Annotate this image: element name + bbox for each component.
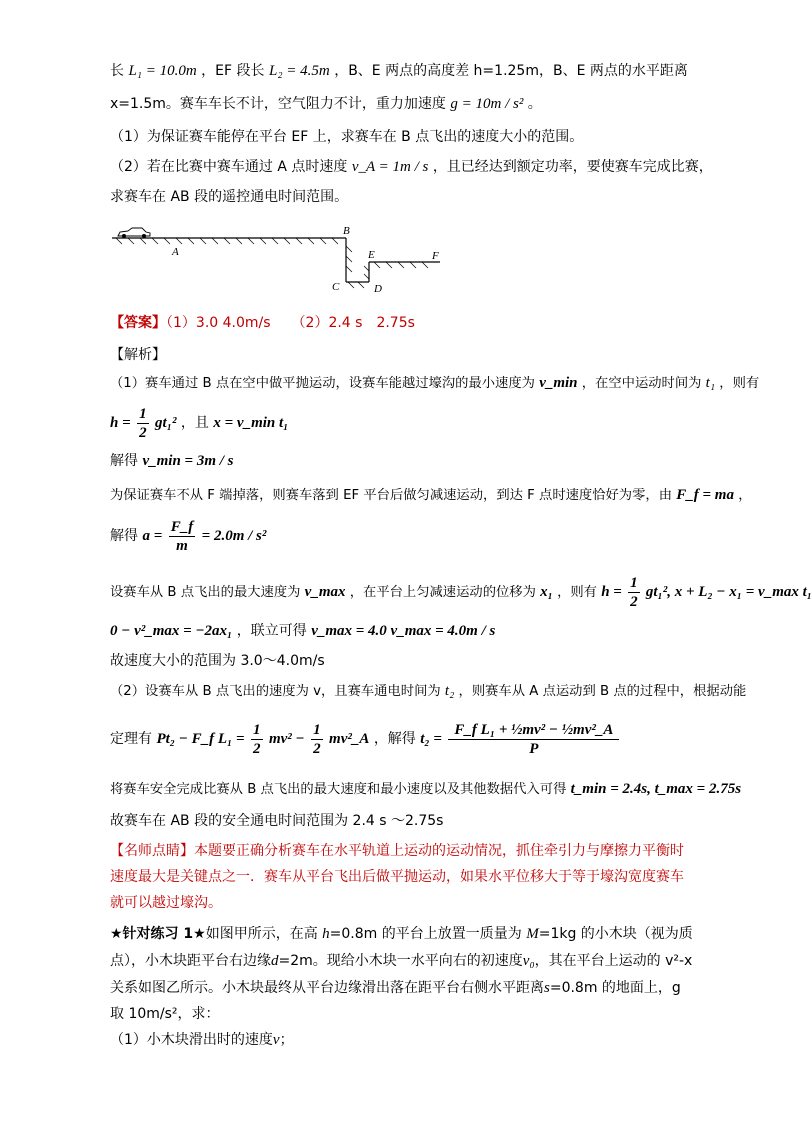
text: ，联立可得	[236, 623, 307, 639]
label-f: F	[432, 250, 439, 262]
analysis-p6	[110, 620, 495, 642]
analysis-p10	[110, 778, 741, 801]
analysis-p5	[110, 572, 812, 613]
text: ，B、E 两点的高度差 h=1.25m，B、E 两点的水平距离	[334, 63, 688, 79]
tips-line-2: 速度最大是关键点之一．赛车从平台飞出后做平抛运动，如果水平位移大于等于壕沟宽度赛车	[110, 869, 684, 885]
denominator: m	[176, 537, 188, 554]
text: 解得	[110, 453, 138, 469]
race-car-icon	[118, 228, 150, 238]
tips-line-1: 【名师点睛】本题要正确分析赛车在水平轨道上运动的运动情况，抓住牵引力与摩擦力平衡时	[110, 843, 684, 859]
formula: = 2.0m / s²	[201, 528, 267, 544]
formula: s	[544, 980, 550, 996]
question-2-cont: 求赛车在 AB 段的遥控通电时间范围。	[110, 189, 349, 205]
analysis-p7: 故速度大小的范围为 3.0～4.0m/s	[110, 653, 325, 669]
practice-line-3	[110, 977, 681, 999]
label-a: A	[172, 246, 179, 258]
analysis-p8	[110, 680, 746, 703]
formula: mv² −	[268, 731, 305, 747]
hatching	[116, 238, 428, 288]
formula: mv²_A	[329, 731, 370, 747]
fraction	[628, 574, 640, 611]
text: ；	[279, 1032, 294, 1048]
formula: t₂	[444, 683, 455, 699]
text: ，解得	[373, 731, 416, 747]
text: =0.8m 的平台上放置一质量为	[329, 926, 522, 942]
formula: gt₁²	[155, 415, 177, 431]
formula: v	[272, 1032, 280, 1048]
formula-t1: t₁	[705, 375, 716, 391]
denominator: 2	[313, 740, 321, 757]
formula: v_max = 4.0 v_max = 4.0m / s	[311, 623, 496, 639]
text: ，且	[180, 415, 209, 431]
problem-line-2	[110, 93, 542, 115]
formula: 0 − v²_max = −2ax₁	[110, 623, 233, 639]
answer-text: （1）3.0 4.0m/s （2）2.4 s 2.75s	[166, 315, 415, 331]
text: 解得	[110, 528, 138, 544]
text: 为保证赛车不从 F 端掉落，则赛车落到 EF 平台后做匀减速运动，到达 F 点时速度恰好为零，由	[110, 488, 672, 503]
formula: v_max	[304, 584, 346, 600]
formula: t₂ =	[420, 731, 442, 747]
formula-l1: L₁ = 10.0m	[128, 63, 197, 79]
analysis-eq1	[110, 403, 288, 443]
formula: h =	[601, 584, 622, 600]
label-e: E	[368, 249, 375, 261]
label-c: C	[332, 281, 340, 293]
practice-line-2	[110, 950, 692, 972]
formula: Pt₂ − F_f L₁ =	[156, 731, 245, 747]
denominator: 2	[139, 424, 147, 441]
numerator: 1	[253, 721, 261, 738]
formula: x = v_min t₁	[213, 415, 289, 431]
formula: v₀	[522, 953, 535, 969]
text: ，	[738, 488, 752, 503]
formula: F_f = ma	[676, 487, 734, 503]
formula: gt₁²	[645, 584, 668, 600]
text: ，EF 段长	[201, 63, 265, 79]
practice-tag: ★针对练习 1★	[110, 926, 206, 942]
analysis-p9	[110, 716, 621, 762]
answer-tag: 【答案】	[110, 315, 166, 331]
text: 关系如图乙所示。小木块最终从平台边缘滑出落在距平台右侧水平距离	[110, 980, 544, 996]
numerator: 1	[139, 405, 147, 422]
analysis-p11: 故赛车在 AB 段的安全通电时间范围为 2.4 s ～2.75s	[110, 813, 444, 829]
denominator: 2	[630, 593, 638, 610]
formula-va: v_A = 1m / s	[351, 159, 429, 175]
formula-l2: L₂ = 4.5m	[268, 63, 330, 79]
practice-line-5	[110, 1029, 294, 1051]
formula: v_min = 3m / s	[142, 453, 234, 469]
fraction	[251, 721, 263, 758]
formula: t_min = 2.4s, t_max = 2.75s	[570, 781, 742, 797]
fraction	[311, 721, 323, 758]
text: ，其在平台上运动的 v²-x	[534, 953, 693, 969]
answer-line	[110, 312, 415, 334]
fraction	[448, 721, 619, 758]
question-2	[110, 156, 713, 178]
analysis-tag: 【解析】	[110, 347, 166, 363]
track-figure	[112, 222, 452, 294]
formula-g: g = 10m / s²	[450, 96, 524, 112]
practice-line-1	[110, 923, 693, 945]
fraction	[169, 518, 196, 555]
numerator: 1	[630, 574, 638, 591]
numerator: F_f L₁ + ½mv² − ½mv²_A	[448, 721, 619, 740]
text: =1kg 的小木块（视为质	[538, 926, 693, 942]
text: ，则有	[557, 585, 597, 600]
formula-vmin: v_min	[539, 375, 578, 391]
practice-line-4: 取 10m/s²，求：	[110, 1006, 220, 1022]
text: 将赛车安全完成比赛从 B 点飞出的最大速度和最小速度以及其他数据代入可得	[110, 782, 567, 797]
formula: x₁	[540, 584, 553, 600]
formula: M	[526, 926, 539, 942]
text: x=1.5m。赛车车长不计，空气阻力不计，重力加速度	[110, 96, 446, 112]
analysis-p2	[110, 450, 234, 472]
text: =2m。现给小木块一水平向右的初速度	[278, 953, 523, 969]
formula: d	[271, 953, 279, 969]
formula: h	[322, 926, 330, 942]
text: 定理有	[110, 731, 152, 747]
text: ，则赛车从 A 点运动到 B 点的过程中，根据动能	[458, 684, 747, 699]
denominator: 2	[253, 740, 261, 757]
text: （2）若在比赛中赛车通过 A 点时速度	[110, 159, 348, 175]
text: 。	[527, 96, 542, 112]
question-1: （1）为保证赛车能停在平台 EF 上，求赛车在 B 点飞出的速度大小的范围。	[110, 129, 584, 145]
text: 设赛车从 B 点飞出的最大速度为	[110, 585, 301, 600]
text: ，且已经达到额定功率，要使赛车完成比赛，	[432, 159, 713, 175]
text: 点），小木块距平台右边缘	[110, 953, 271, 969]
tips-line-3: 就可以越过壕沟。	[110, 895, 222, 911]
text: ，在平台上匀减速运动的位移为	[349, 585, 536, 600]
formula: h =	[110, 415, 131, 431]
text: ，则有	[719, 376, 760, 391]
formula: a =	[142, 528, 163, 544]
numerator: 1	[313, 721, 321, 738]
denominator: P	[529, 740, 539, 757]
text: 如图甲所示，在高	[205, 926, 318, 942]
numerator: F_f	[170, 518, 194, 535]
formula: , x + L₂ − x₁ = v_max t₁	[667, 584, 812, 600]
analysis-p4	[110, 514, 266, 558]
problem-line-1	[110, 60, 688, 82]
text: ，在空中运动时间为	[581, 376, 702, 391]
fraction	[137, 405, 149, 442]
text: （1）小木块滑出时的速度	[110, 1032, 273, 1048]
text: （2）设赛车从 B 点飞出的速度为 v，且赛车通电时间为	[110, 684, 441, 699]
label-b: B	[343, 225, 350, 237]
analysis-p3	[110, 484, 751, 507]
text: =0.8m 的地面上，g	[549, 980, 681, 996]
text: 长	[110, 63, 124, 79]
analysis-p1	[110, 372, 759, 395]
text: （1）赛车通过 B 点在空中做平抛运动，设赛车能越过壕沟的最小速度为	[110, 376, 535, 391]
label-d: D	[374, 283, 382, 295]
